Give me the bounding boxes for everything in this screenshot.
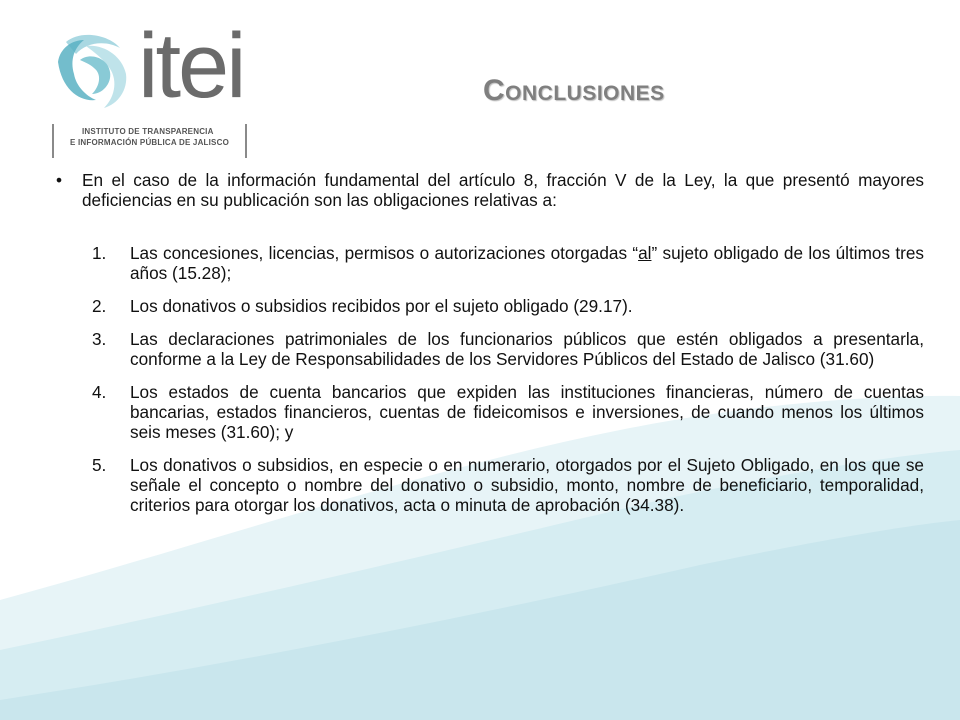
slide-title: Conclusiones xyxy=(483,74,665,107)
logo-wordmark: itei xyxy=(138,15,244,117)
slide-body xyxy=(56,170,924,528)
list-item xyxy=(92,243,924,283)
logo-subtitle-line-1: INSTITUTO DE TRANSPARENCIA xyxy=(82,127,214,136)
list-item-text xyxy=(130,243,924,283)
list-item-text-pre: Las concesiones, licencias, permisos o autorizaciones otorgadas “ xyxy=(130,243,639,263)
list-number: 3. xyxy=(92,329,107,349)
list-item-text: Los donativos o subsidios recibidos por el sujeto obligado (29.17). xyxy=(130,296,633,316)
itei-logo xyxy=(40,15,280,160)
list-item xyxy=(92,455,924,515)
underlined-word: al xyxy=(638,243,652,263)
list-item-text: Los donativos o subsidios, en especie o en numerario, otorgados por el Sujeto Obligado, en los que se señale el concepto o nombre del donativo o subsidio, monto, nombre de beneficiario, temporalidad, criterios para otorgar los donativos, acta o minuta de aprobación (34.38). xyxy=(130,455,924,515)
list-item xyxy=(92,329,924,369)
list-number: 1. xyxy=(92,243,107,263)
intro-bullet xyxy=(56,170,924,210)
intro-text: En el caso de la información fundamental del artículo 8, fracción V de la Ley, la que presentó mayores deficiencias en su publicación son las obligaciones relativas a: xyxy=(82,170,924,210)
obligations-list xyxy=(56,243,924,515)
list-item-text: Las declaraciones patrimoniales de los funcionarios públicos que estén obligados a presentarla, conforme a la Ley de Responsabilidades de los Servidores Públicos del Estado de Jalisco (31.60) xyxy=(130,329,924,369)
itei-emblem-icon xyxy=(50,32,134,112)
list-number: 2. xyxy=(92,296,107,316)
list-number: 4. xyxy=(92,382,107,402)
bullet-marker: • xyxy=(56,170,63,190)
list-item-text: Los estados de cuenta bancarios que expiden las instituciones financieras, número de cuentas bancarias, estados financieros, cuentas de fideicomisos e inversiones, de cuando menos los últimos seis meses (31.60); y xyxy=(130,382,924,442)
list-item xyxy=(92,382,924,442)
list-item xyxy=(92,296,924,316)
list-item-text-post: ” sujeto obligado de los últimos tres años (15.28); xyxy=(130,243,924,283)
logo-subtitle xyxy=(52,124,247,158)
list-number: 5. xyxy=(92,455,107,475)
logo-subtitle-line-2: E INFORMACIÓN PÚBLICA DE JALISCO xyxy=(70,138,229,147)
